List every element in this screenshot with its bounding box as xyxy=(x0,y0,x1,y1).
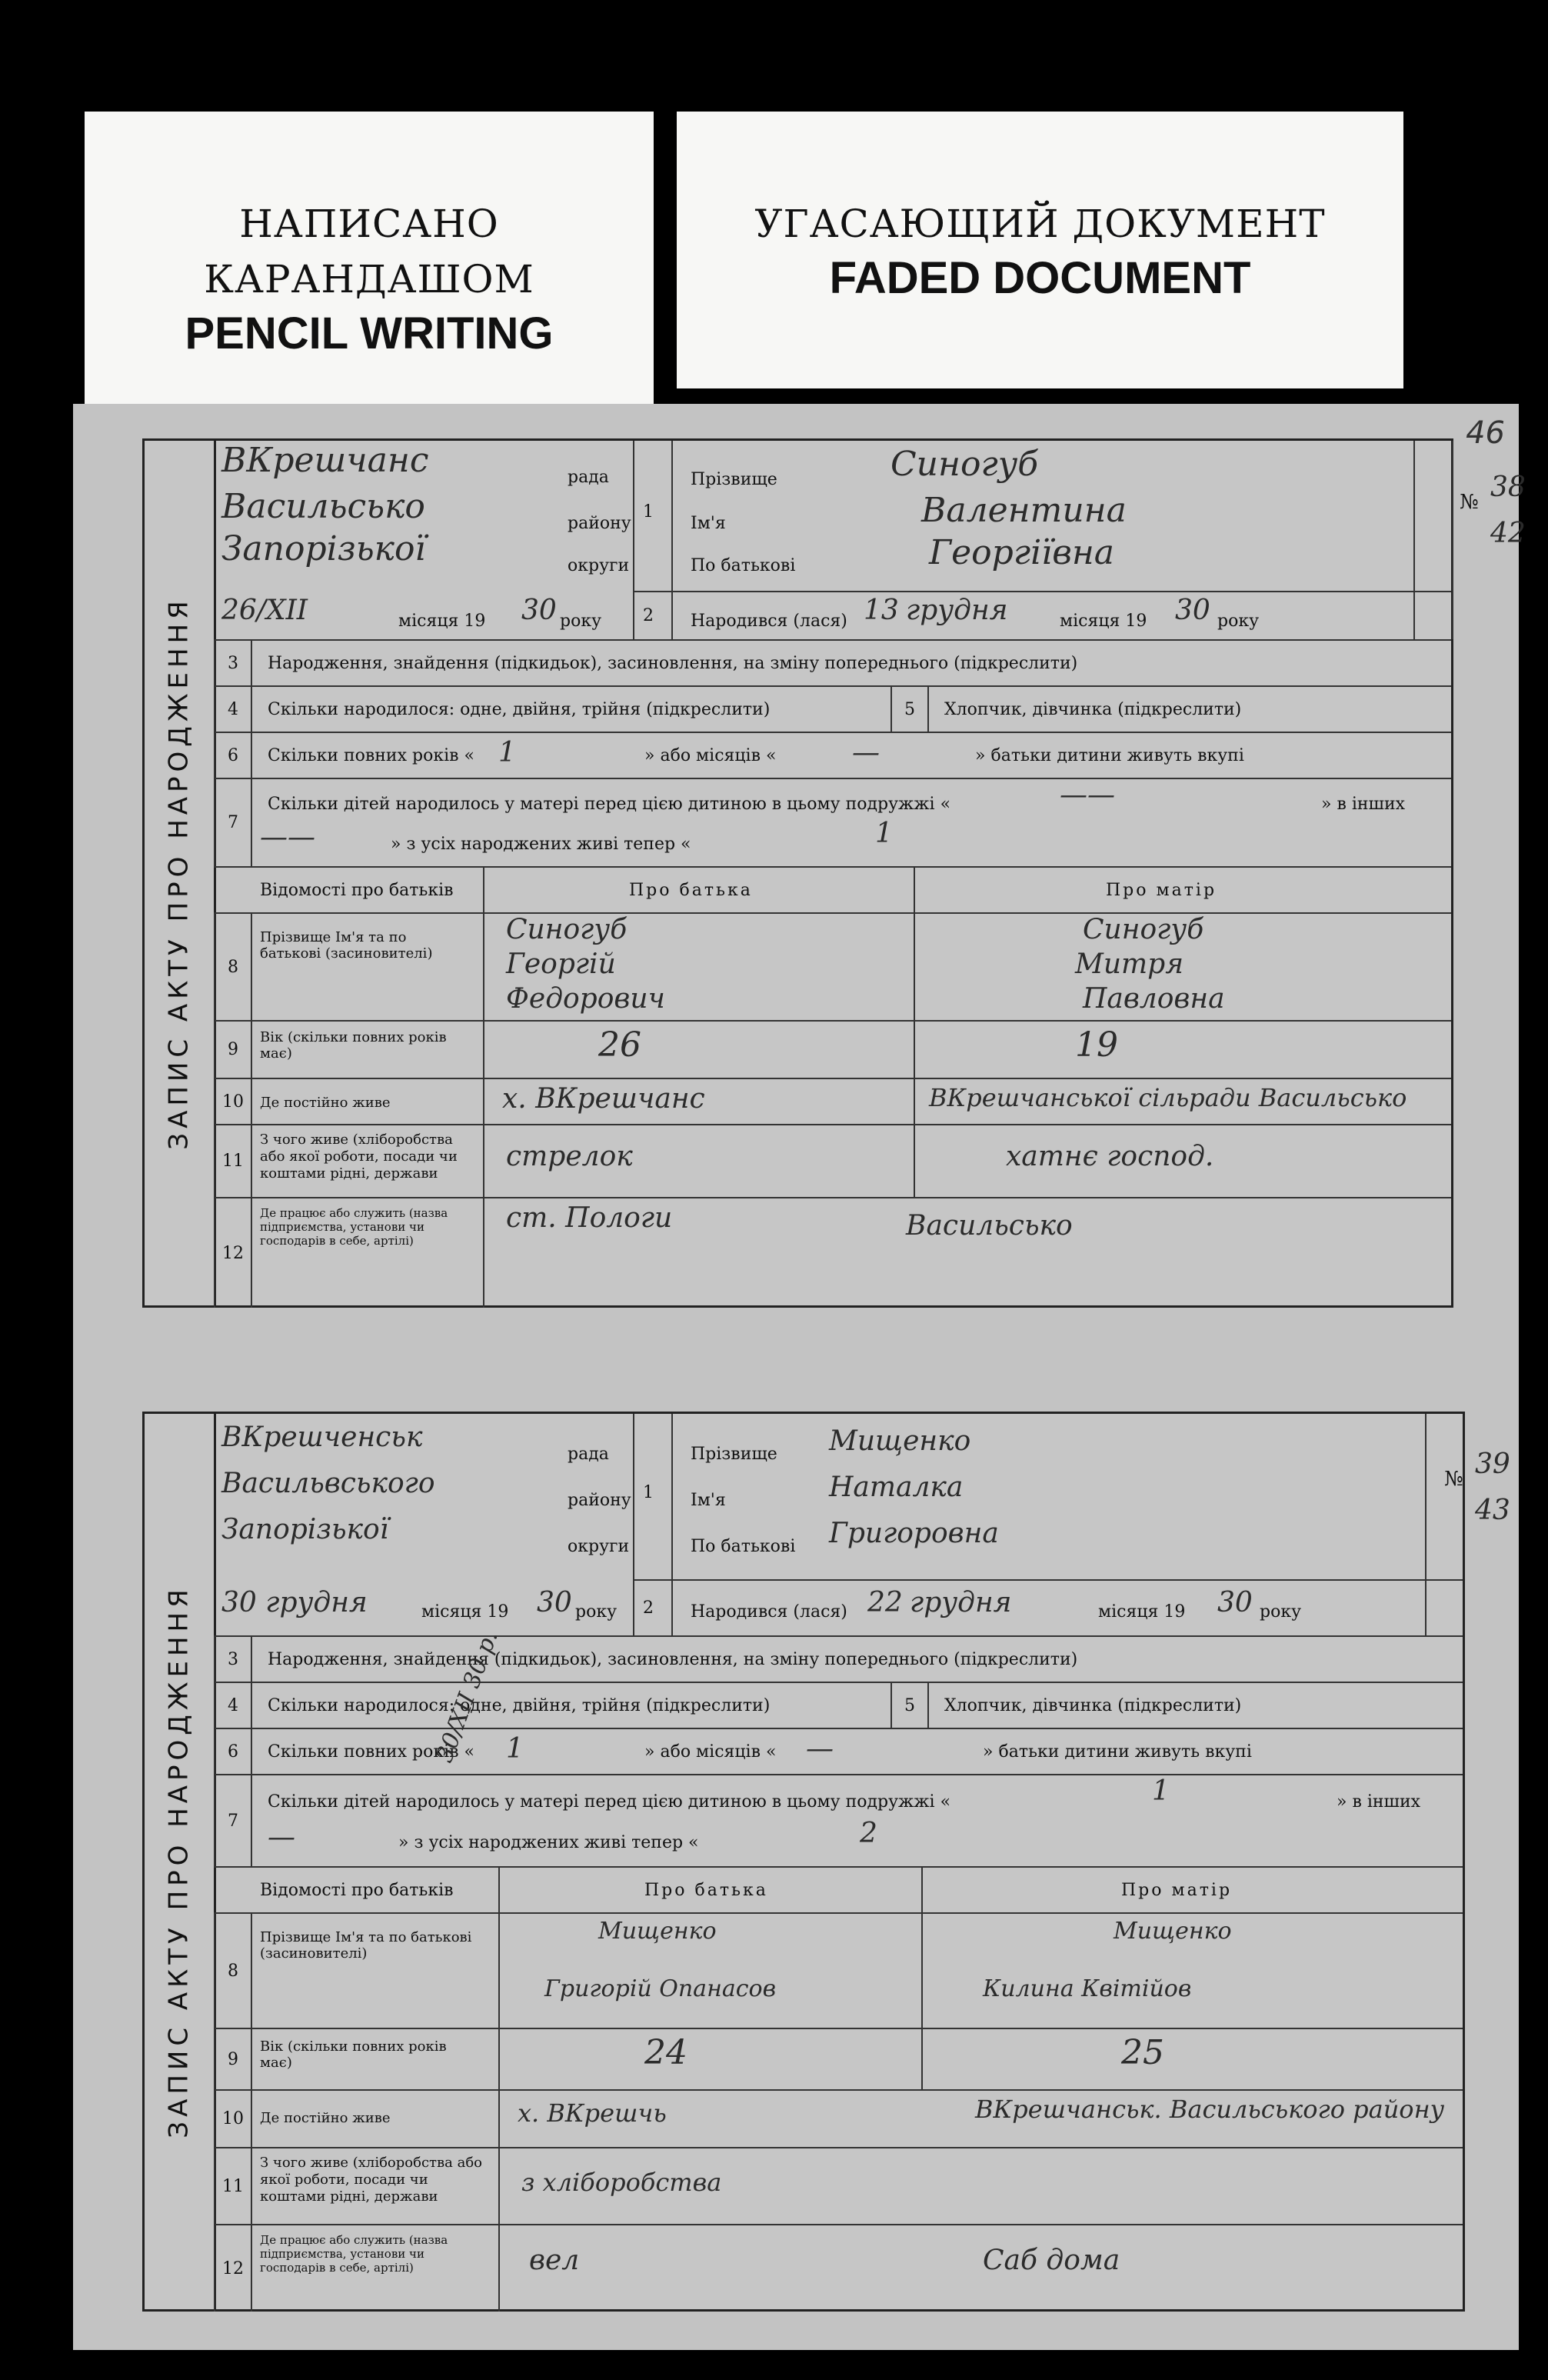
rada-label: рада xyxy=(568,468,609,487)
record-number-label: № xyxy=(1444,1468,1463,1491)
label-ru: УГАСАЮЩИЙ ДОКУМЕНТ xyxy=(754,202,1326,246)
okruhy-label: округи xyxy=(568,1537,630,1556)
patronymic-label: По батькові xyxy=(691,556,796,575)
months-value: — xyxy=(806,1733,834,1765)
row3-text: Народження, знайдення (підкидьок), засиновлення, на зміну попереднього (підкреслити) xyxy=(268,654,1078,673)
row6-together-label: » батьки дитини живуть вкупі xyxy=(975,746,1244,765)
row-number: 1 xyxy=(643,502,654,522)
header-row xyxy=(214,441,1526,641)
raion-label: району xyxy=(568,514,631,533)
row-4: 4 Скільки народилося: одне, двійня, трійня (підкреслити) 5 Хлопчик, дівчинка (підкреслити) xyxy=(214,1683,1463,1729)
birth-month: грудня xyxy=(906,595,1008,626)
father-name: Григорій Опанасов xyxy=(544,1975,777,2002)
row6-years-label: Скільки повних років « xyxy=(268,1742,474,1762)
children-prior: —— xyxy=(1060,779,1115,811)
label-ru-line2: КАРАНДАШОМ xyxy=(204,257,534,302)
row9-label: Вік (скільки повних років має) xyxy=(260,2038,447,2071)
birth-year: 30 xyxy=(1217,1587,1253,1618)
row6-years-label: Скільки повних років « xyxy=(268,746,474,765)
mother-age: 19 xyxy=(1075,1025,1118,1065)
margin-note: 30/XII 30 р. xyxy=(431,1627,504,1766)
row-7: 7 Скільки дітей народилось у матері перед цією дитиною в цьому подружжі « 1 » в інших — » з усіх народжених живі тепер « 2 30/XII 30 р. xyxy=(214,1775,1463,1868)
place-okruhy: Запорізької xyxy=(221,1514,389,1545)
years-value: 1 xyxy=(498,737,516,768)
row7-text-a: Скільки дітей народилось у матері перед цією дитиною в цьому подружжі « xyxy=(268,795,951,814)
child-surname: Синогуб xyxy=(891,445,1039,484)
row11-label: З чого живе (хліборобства або якої роботи, посади чи коштами рідні, держави xyxy=(260,1132,458,1182)
mother-work: Саб дома xyxy=(983,2245,1120,2276)
father-lives: х. ВКрешчанс xyxy=(502,1083,705,1115)
row-11: 11 З чого живе (хліборобства або якої роботи, посади чи коштами рідні, держави з хліборобства xyxy=(214,2148,1463,2225)
row-10: 10 Де постійно живе х. ВКрешчанс ВКрешчанської сільради Васильсько xyxy=(214,1079,1451,1125)
month-label: місяця 19 xyxy=(1060,612,1147,631)
birth-record-1 xyxy=(142,438,1526,1308)
row8-label: Прізвище Ім'я та по батькові (засиновителі) xyxy=(260,929,433,962)
side-title: ЗАПИС АКТУ ПРО НАРОДЖЕННЯ xyxy=(145,1414,216,2309)
parents-header xyxy=(214,1868,1463,1914)
children-alive: 2 xyxy=(860,1818,877,1849)
row6-months-label: » або місяців « xyxy=(644,746,777,765)
place-raion: Васильсько xyxy=(221,487,425,526)
father-surname: Синогуб xyxy=(506,914,628,945)
month-label: місяця 19 xyxy=(398,612,486,631)
surname-label: Прізвище xyxy=(691,470,777,489)
label-ru-line1: НАПИСАНО xyxy=(239,202,499,246)
mother-age: 25 xyxy=(1121,2033,1164,2072)
row-9: 9 Вік (скільки повних років має) 26 19 xyxy=(214,1022,1451,1079)
hdr-father: Про батька xyxy=(644,1881,768,1900)
children-other: — xyxy=(268,1822,295,1853)
label-en: PENCIL WRITING xyxy=(185,308,554,358)
record-number-new: 42 xyxy=(1490,518,1526,549)
row7-text-c: » з усіх народжених живі тепер « xyxy=(391,835,691,854)
place-rada: ВКрешчанс xyxy=(221,441,429,480)
row4-text: Скільки народилося: одне, двійня, трійня (підкреслити) xyxy=(268,1696,771,1715)
row-4: 4 Скільки народилося: одне, двійня, трійня (підкреслити) 5 Хлопчик, дівчинка (підкреслити) xyxy=(214,687,1451,733)
father-patronymic: Федорович xyxy=(506,983,665,1015)
parents-header xyxy=(214,868,1451,914)
row-12: 12 Де працює або служить (назва підприємства, установи чи господарів в себе, артілі) ст. Пологи Васильсько xyxy=(214,1198,1451,1308)
row6-months-label: » або місяців « xyxy=(644,1742,777,1762)
year-label: року xyxy=(575,1602,618,1622)
hdr-info: Відомості про батьків xyxy=(260,1881,454,1900)
label-en: FADED DOCUMENT xyxy=(829,253,1251,303)
record-number-new: 43 xyxy=(1475,1495,1510,1526)
mother-name: Килина Квітійов xyxy=(983,1975,1192,2002)
row5-text: Хлопчик, дівчинка (підкреслити) xyxy=(944,1696,1242,1715)
header-row xyxy=(214,1414,1510,1637)
father-age: 24 xyxy=(644,2033,687,2072)
hdr-mother: Про матір xyxy=(1121,1881,1233,1900)
row10-label: Де постійно живе xyxy=(260,2110,391,2126)
mother-name: Митря xyxy=(1075,948,1184,980)
reg-date: 30 грудня xyxy=(221,1587,368,1618)
father-occupation: стрелок xyxy=(506,1141,633,1172)
row11-label: З чого живе (хліборобства або якої роботи, посади чи коштами рідні, держави xyxy=(260,2155,482,2205)
place-raion: Васильвського xyxy=(221,1468,435,1499)
reg-date: 26/XII xyxy=(221,595,308,626)
father-age: 26 xyxy=(598,1025,641,1065)
row3-text: Народження, знайдення (підкидьок), засиновлення, на зміну попереднього (підкреслити) xyxy=(268,1650,1078,1669)
mother-lives: ВКрешчанської сільради Васильсько xyxy=(929,1083,1407,1112)
record-number-label: № xyxy=(1460,491,1479,514)
children-alive: 1 xyxy=(875,818,893,849)
row5-text: Хлопчик, дівчинка (підкреслити) xyxy=(944,700,1242,719)
hdr-father: Про батька xyxy=(629,881,753,900)
row-7: 7 Скільки дітей народилось у матері перед цією дитиною в цьому подружжі « —— » в інших —— » з усіх народжених живі тепер « 1 xyxy=(214,779,1451,868)
born-label: Народився (лася) xyxy=(691,1602,847,1622)
okruhy-label: округи xyxy=(568,556,630,575)
years-value: 1 xyxy=(506,1733,524,1765)
row-number: 2 xyxy=(643,606,654,625)
row8-label: Прізвище Ім'я та по батькові (засиновителі) xyxy=(260,1929,472,1962)
row4-text: Скільки народилося: одне, двійня, трійня (підкреслити) xyxy=(268,700,771,719)
row12-label: Де працює або служить (назва підприємства, установи чи господарів в себе, артілі) xyxy=(260,1206,448,1248)
mother-lives: ВКрешчанськ. Васильського району xyxy=(975,2095,1445,2124)
row-11: 11 З чого живе (хліборобства або якої роботи, посади чи коштами рідні, держави стрелок хатнє господ. xyxy=(214,1125,1451,1198)
child-name: Наталка xyxy=(829,1472,964,1503)
children-prior: 1 xyxy=(1152,1775,1170,1807)
row-12: 12 Де працює або служить (назва підприємства, установи чи господарів в себе, артілі) вел Саб дома xyxy=(214,2225,1463,2312)
year-label: року xyxy=(560,612,602,631)
child-patronymic: Григоровна xyxy=(829,1518,999,1549)
father-occupation: з хліборобства xyxy=(521,2168,722,2197)
father-work: вел xyxy=(529,2245,580,2276)
row-8: 8 Прізвище Ім'я та по батькові (засиновителі) Синогуб Георгій Федорович Синогуб Митря Павловна xyxy=(214,914,1451,1022)
birth-day: 22 xyxy=(867,1587,903,1618)
row-3: 3 Народження, знайдення (підкидьок), засиновлення, на зміну попереднього (підкреслити) xyxy=(214,641,1451,687)
father-name: Георгій xyxy=(506,948,616,980)
record-number-old: 38 xyxy=(1490,472,1526,503)
pencil-writing-label xyxy=(85,112,654,404)
mother-patronymic: Павловна xyxy=(1083,983,1225,1015)
row-6: 6 Скільки повних років « 1 » або місяців « — » батьки дитини живуть вкупі xyxy=(214,733,1451,779)
raion-label: району xyxy=(568,1491,631,1510)
child-name: Валентина xyxy=(921,491,1127,530)
mother-occupation: хатнє господ. xyxy=(1006,1141,1214,1172)
row7-text-b: » в інших xyxy=(1337,1792,1421,1812)
reg-year: 30 xyxy=(521,595,557,626)
father-work: ст. Пологи xyxy=(506,1202,673,1234)
child-surname: Мищенко xyxy=(829,1425,971,1457)
birth-year: 30 xyxy=(1175,595,1210,626)
row7-text-c: » з усіх народжених живі тепер « xyxy=(398,1833,699,1852)
year-label: року xyxy=(1217,612,1260,631)
mother-surname: Мищенко xyxy=(1114,1918,1232,1945)
row-6: 6 Скільки повних років « 1 » або місяців « — » батьки дитини живуть вкупі xyxy=(214,1729,1463,1775)
name-label: Ім'я xyxy=(691,1491,726,1510)
hdr-mother: Про матір xyxy=(1106,881,1217,900)
row12-label: Де працює або служить (назва підприємства, установи чи господарів в себе, артілі) xyxy=(260,2233,448,2275)
father-lives: х. ВКрешчь xyxy=(518,2098,667,2128)
row-9: 9 Вік (скільки повних років має) 24 25 xyxy=(214,2029,1463,2091)
month-label: місяця 19 xyxy=(421,1602,509,1622)
row6-together-label: » батьки дитини живуть вкупі xyxy=(983,1742,1252,1762)
row7-text-a: Скільки дітей народилось у матері перед цією дитиною в цьому подружжі « xyxy=(268,1792,951,1812)
place-rada: ВКрешченськ xyxy=(221,1422,423,1453)
mother-work: Васильсько xyxy=(906,1210,1073,1242)
born-label: Народився (лася) xyxy=(691,612,847,631)
birth-record-2 xyxy=(142,1412,1510,2312)
place-okruhy: Запорізької xyxy=(221,529,426,568)
name-label: Ім'я xyxy=(691,514,726,533)
patronymic-label: По батькові xyxy=(691,1537,796,1556)
reg-year: 30 xyxy=(537,1587,572,1618)
mother-surname: Синогуб xyxy=(1083,914,1204,945)
months-value: — xyxy=(852,737,880,768)
birth-month: грудня xyxy=(910,1587,1012,1618)
record-number-old: 39 xyxy=(1475,1448,1510,1480)
document-sheet xyxy=(73,404,1526,2350)
child-patronymic: Георгіївна xyxy=(929,533,1115,572)
side-title: ЗАПИС АКТУ ПРО НАРОДЖЕННЯ xyxy=(145,441,216,1305)
faded-document-label xyxy=(677,112,1403,388)
year-label: року xyxy=(1260,1602,1302,1622)
row-number: 2 xyxy=(643,1598,654,1618)
father-surname: Мищенко xyxy=(598,1918,717,1945)
page-number: 46 xyxy=(1466,415,1505,451)
row7-text-b: » в інших xyxy=(1321,795,1406,814)
hdr-info: Відомості про батьків xyxy=(260,881,454,900)
row-8: 8 Прізвище Ім'я та по батькові (засиновителі) Мищенко Григорій Опанасов Мищенко Килина Квітійов xyxy=(214,1914,1463,2029)
rada-label: рада xyxy=(568,1445,609,1464)
row-3: 3 Народження, знайдення (підкидьок), засиновлення, на зміну попереднього (підкреслити) xyxy=(214,1637,1463,1683)
row10-label: Де постійно живе xyxy=(260,1095,391,1111)
children-other: —— xyxy=(260,822,315,853)
row-number: 1 xyxy=(643,1483,654,1502)
surname-label: Прізвище xyxy=(691,1445,777,1464)
birth-day: 13 xyxy=(864,595,899,626)
row9-label: Вік (скільки повних років має) xyxy=(260,1029,447,1062)
month-label: місяця 19 xyxy=(1098,1602,1186,1622)
row-10: 10 Де постійно живе х. ВКрешчь ВКрешчанськ. Васильського району xyxy=(214,2091,1463,2148)
